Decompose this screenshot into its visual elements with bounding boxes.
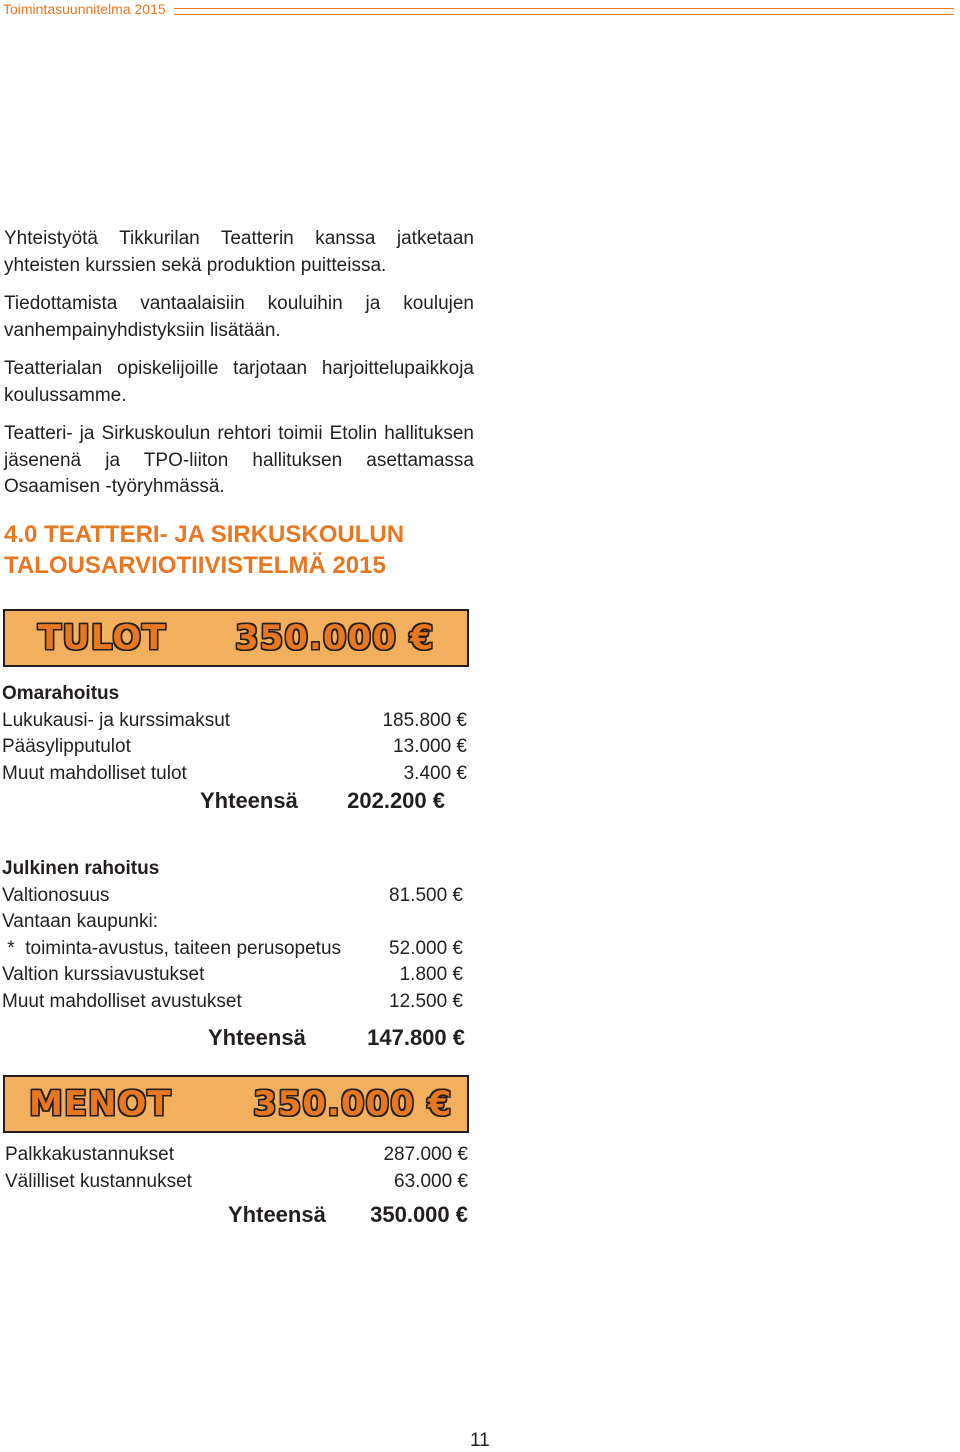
paragraph: Yhteistyötä Tikkurilan Teatterin kanssa jatketaan yhteisten kurssien sekä produktion puitteissa. <box>4 228 474 276</box>
table-row <box>2 909 463 936</box>
row-label: Palkkakustannukset <box>5 1144 174 1165</box>
paragraph: Tiedottamista vantaalaisiin kouluihin ja koulujen vanhempainyhdistyksiin lisätään. <box>4 293 474 341</box>
row-value: 13.000 € <box>393 736 467 757</box>
table-row <box>2 962 463 989</box>
income-banner <box>3 609 469 667</box>
own-funding-heading: Omarahoitus <box>2 683 120 704</box>
income-banner-amount: 350.000 € <box>235 618 435 658</box>
row-value: 63.000 € <box>394 1170 468 1192</box>
table-row <box>2 936 463 963</box>
body-text <box>4 226 474 513</box>
paragraph: Teatterialan opiskelijoille tarjotaan harjoittelupaikkoja koulussamme. <box>4 358 474 406</box>
row-value: 185.800 € <box>382 709 467 731</box>
own-funding-block <box>2 681 467 787</box>
row-label: Valtionosuus <box>2 884 110 906</box>
expenses-banner-amount: 350.000 € <box>253 1084 453 1124</box>
table-row <box>2 761 467 788</box>
section-heading: 4.0 TEATTERI- JA SIRKUSKOULUN TALOUSARVIOTIIVISTELMÄ 2015 <box>4 521 405 579</box>
page-number: 11 <box>470 1430 490 1451</box>
header-rule <box>174 8 954 15</box>
row-label: Muut mahdolliset avustukset <box>2 990 242 1012</box>
table-row <box>2 734 467 761</box>
row-value: 287.000 € <box>383 1144 468 1165</box>
income-banner-label: TULOT <box>38 618 167 658</box>
row-value: 52.000 € <box>389 937 463 959</box>
row-value: 12.500 € <box>389 990 463 1012</box>
paragraph: Teatteri- ja Sirkuskoulun rehtori toimii Etolin hallituksen jäsenenä ja TPO-liiton hallituksen asettamassa Osaamisen -työryhmässä. <box>4 423 474 497</box>
row-value: 81.500 € <box>389 884 463 906</box>
public-funding-total <box>208 1025 465 1055</box>
page-header <box>0 0 960 20</box>
row-label: Välilliset kustannukset <box>5 1170 192 1192</box>
row-label: * toiminta-avustus, taiteen perusopetus <box>2 937 342 959</box>
own-funding-total <box>200 788 445 818</box>
total-value: 350.000 € <box>370 1202 468 1227</box>
total-value: 147.800 € <box>367 1025 465 1050</box>
table-row <box>2 708 467 735</box>
total-label: Yhteensä <box>208 1025 306 1050</box>
table-row <box>5 1142 468 1169</box>
header-title: Toimintasuunnitelma 2015 <box>3 1 166 17</box>
row-value: 1.800 € <box>399 964 463 985</box>
total-value: 202.200 € <box>347 788 445 813</box>
row-label: Vantaan kaupunki: <box>2 911 158 932</box>
row-label: Pääsylipputulot <box>2 736 131 757</box>
expenses-block <box>5 1142 468 1195</box>
row-label: Muut mahdolliset tulot <box>2 762 187 784</box>
expenses-total <box>228 1202 468 1232</box>
expenses-banner-label: MENOT <box>29 1084 172 1124</box>
total-label: Yhteensä <box>200 788 298 813</box>
public-funding-block <box>2 856 463 1015</box>
table-row <box>5 1169 468 1196</box>
table-row <box>2 989 463 1016</box>
public-funding-heading: Julkinen rahoitus <box>2 858 160 879</box>
row-label: Lukukausi- ja kurssimaksut <box>2 709 231 731</box>
row-label: Valtion kurssiavustukset <box>2 964 205 985</box>
table-row <box>2 883 463 910</box>
row-value: 3.400 € <box>403 762 467 784</box>
expenses-banner <box>3 1075 469 1133</box>
total-label: Yhteensä <box>228 1202 326 1227</box>
